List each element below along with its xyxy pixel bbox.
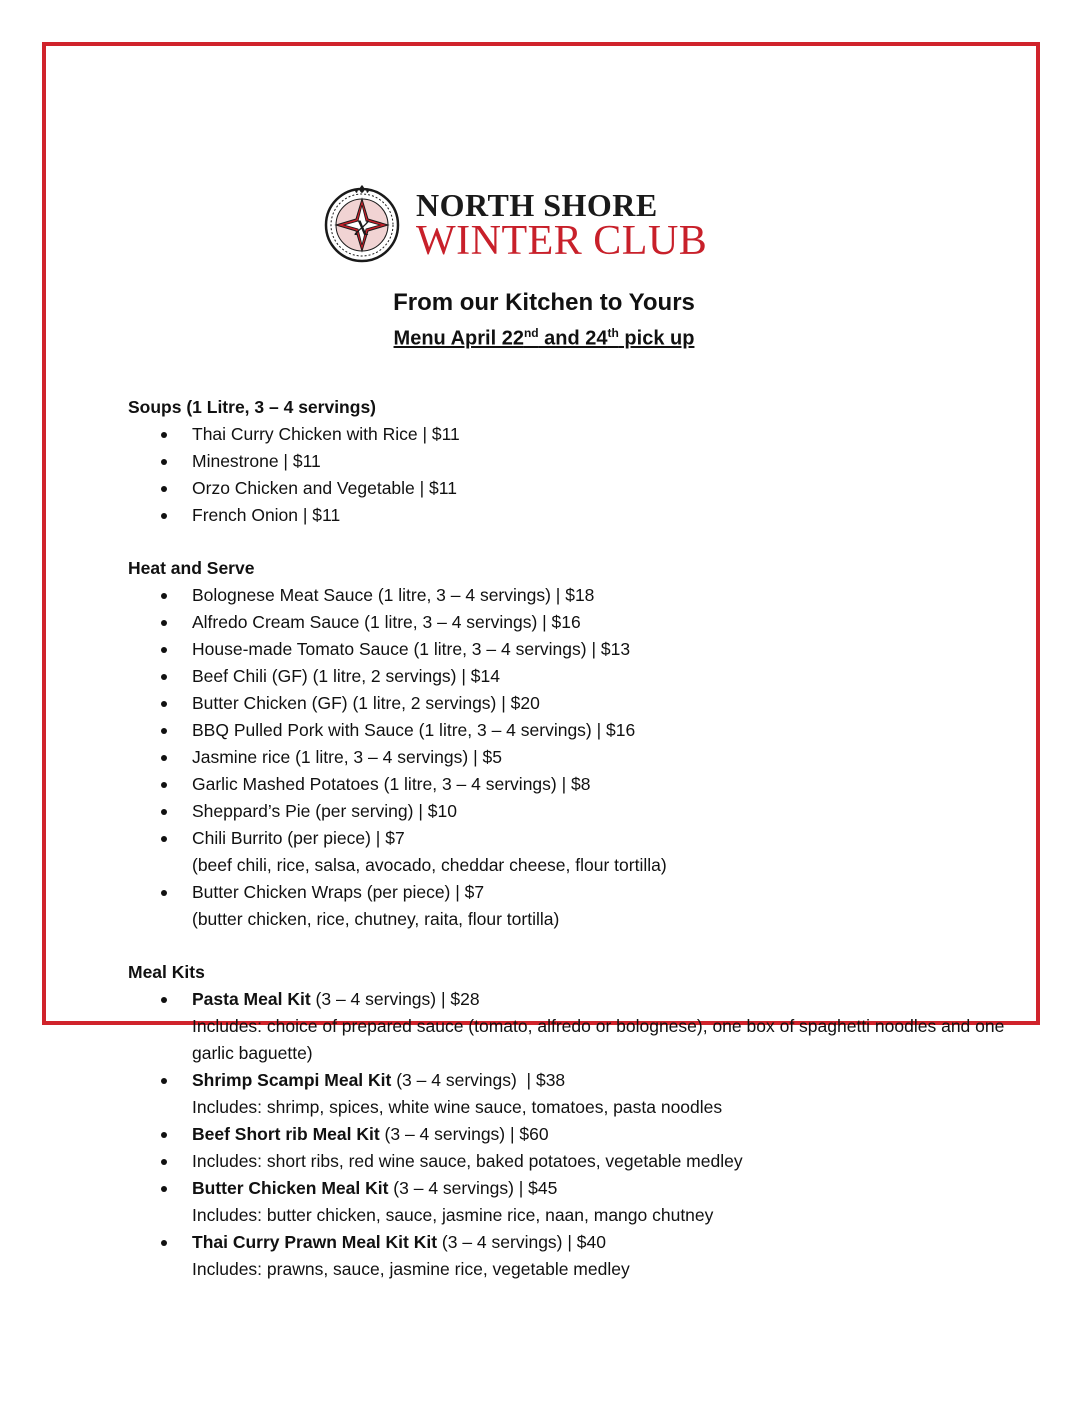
section-heading: Heat and Serve [128, 558, 255, 578]
heat-serve-list [128, 582, 1008, 933]
page-title: From our Kitchen to Yours [393, 289, 695, 316]
list-item [128, 1067, 1008, 1121]
list-item [128, 986, 1008, 1067]
list-item: BBQ Pulled Pork with Sauce (1 litre, 3 – 4 servings) | $16 [128, 717, 1008, 744]
kit-detail: Includes: short ribs, red wine sauce, baked potatoes, vegetable medley [192, 1151, 743, 1171]
list-item: Butter Chicken (GF) (1 litre, 2 servings) | $20 [128, 690, 1008, 717]
soups-list [128, 421, 1008, 529]
kit-includes: Includes: choice of prepared sauce (tomato, alfredo or bolognese), one box of spaghetti noodles and one garlic baguette) [192, 1016, 1005, 1063]
list-item: Minestrone | $11 [128, 448, 1008, 475]
list-item [128, 1148, 1008, 1175]
list-item [128, 1121, 1008, 1148]
item-text: Butter Chicken Wraps (per piece) | $7 [192, 882, 485, 902]
kit-name: Thai Curry Prawn Meal Kit Kit [192, 1232, 438, 1252]
list-item: Alfredo Cream Sauce (1 litre, 3 – 4 servings) | $16 [128, 609, 1008, 636]
kit-detail: (3 – 4 servings) | $60 [379, 1124, 549, 1144]
list-item: French Onion | $11 [128, 502, 1008, 529]
kit-detail: (3 – 4 servings) | $38 [391, 1070, 566, 1090]
kit-detail: (3 – 4 servings) | $28 [310, 989, 480, 1009]
meal-kits-list [128, 986, 1008, 1283]
kit-name: Beef Short rib Meal Kit [192, 1124, 380, 1144]
list-item [128, 825, 1008, 879]
kit-name: Pasta Meal Kit [192, 989, 311, 1009]
kit-name: Butter Chicken Meal Kit [192, 1178, 389, 1198]
list-item: Beef Chili (GF) (1 litre, 2 servings) | $14 [128, 663, 1008, 690]
list-item [128, 879, 1008, 933]
item-note: (beef chili, rice, salsa, avocado, cheddar cheese, flour tortilla) [192, 855, 667, 875]
section-heat-and-serve [128, 555, 1008, 933]
list-item [128, 1229, 1008, 1283]
kit-includes: Includes: prawns, sauce, jasmine rice, vegetable medley [192, 1259, 630, 1279]
list-item: Orzo Chicken and Vegetable | $11 [128, 475, 1008, 502]
logo-text-north-shore: NORTH SHORE [416, 187, 658, 223]
section-soups [128, 394, 1008, 529]
section-heading: Soups (1 Litre, 3 – 4 servings) [128, 397, 376, 417]
list-item [128, 1175, 1008, 1229]
list-item: Sheppard’s Pie (per serving) | $10 [128, 798, 1008, 825]
club-logo [322, 183, 782, 263]
item-text: Chili Burrito (per piece) | $7 [192, 828, 405, 848]
kit-includes: Includes: shrimp, spices, white wine sauce, tomatoes, pasta noodles [192, 1097, 723, 1117]
list-item: Garlic Mashed Potatoes (1 litre, 3 – 4 servings) | $8 [128, 771, 1008, 798]
list-item: Jasmine rice (1 litre, 3 – 4 servings) | $5 [128, 744, 1008, 771]
section-heading: Meal Kits [128, 962, 205, 982]
logo-text-winter-club: WINTER CLUB [416, 218, 708, 264]
kit-name: Shrimp Scampi Meal Kit [192, 1070, 392, 1090]
item-note: (butter chicken, rice, chutney, raita, flour tortilla) [192, 909, 560, 929]
list-item: Bolognese Meat Sauce (1 litre, 3 – 4 servings) | $18 [128, 582, 1008, 609]
section-meal-kits [128, 959, 1008, 1283]
compass-rose-emblem-icon [322, 183, 402, 263]
kit-detail: (3 – 4 servings) | $40 [437, 1232, 606, 1252]
page-subtitle: Menu April 22nd and 24th pick up [393, 326, 695, 350]
kit-detail: (3 – 4 servings) | $45 [388, 1178, 558, 1198]
list-item: Thai Curry Chicken with Rice | $11 [128, 421, 1008, 448]
svg-text:x: x [354, 206, 370, 242]
kit-includes: Includes: butter chicken, sauce, jasmine rice, naan, mango chutney [192, 1205, 714, 1225]
list-item: House-made Tomato Sauce (1 litre, 3 – 4 servings) | $13 [128, 636, 1008, 663]
menu-content [128, 394, 1008, 1309]
